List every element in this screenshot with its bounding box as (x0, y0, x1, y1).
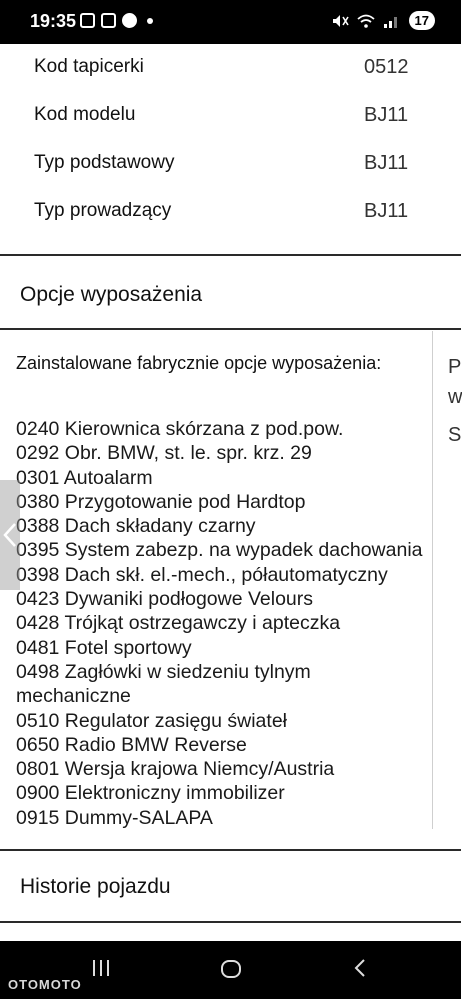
mute-icon (331, 13, 349, 29)
detail-value: 0512 (364, 56, 409, 78)
partial-text: w (448, 386, 462, 408)
list-item: 0498 Zagłówki w siedzeniu tylnym mechaniczne (16, 660, 311, 708)
status-bar (0, 0, 461, 44)
options-list (16, 417, 436, 830)
list-item: 0380 Przygotowanie pod Hardtop (16, 490, 306, 513)
carousel-prev-button[interactable] (0, 480, 20, 590)
divider (0, 921, 461, 923)
status-right-icons (331, 11, 435, 30)
list-item: 0398 Dach skł. el.-mech., półautomatyczny (16, 563, 388, 586)
wifi-icon (357, 13, 375, 29)
detail-row-lead-type (34, 191, 414, 231)
detail-value: BJ11 (364, 200, 409, 222)
partial-text: P (448, 356, 462, 378)
system-nav-bar (0, 941, 461, 999)
back-icon[interactable] (350, 957, 370, 979)
options-heading: Zainstalowane fabrycznie opcje wyposażenia: (16, 353, 382, 373)
detail-value: BJ11 (364, 104, 409, 126)
list-item: 0801 Wersja krajowa Niemcy/Austria (16, 758, 335, 781)
list-item: 0481 Fotel sportowy (16, 636, 192, 659)
list-item: 0388 Dach składany czarny (16, 515, 256, 538)
partial-text: S (448, 424, 462, 446)
chevron-left-icon (2, 522, 18, 548)
detail-row-model-code (34, 95, 414, 135)
notification-dot-icon (147, 18, 153, 24)
list-item: 0650 Radio BMW Reverse (16, 733, 247, 756)
checkbox-icon (101, 13, 116, 28)
watermark: OTOMOTO (8, 977, 82, 992)
divider (0, 328, 461, 330)
list-item: 0240 Kierownica skórzana z pod.pow. (16, 418, 344, 440)
list-item: 0510 Regulator zasięgu świateł (16, 709, 288, 732)
divider (0, 254, 461, 256)
screenshot-icon (80, 13, 95, 28)
equipment-options-panel (0, 331, 433, 829)
recents-icon[interactable] (90, 957, 112, 979)
detail-label: Typ podstawowy (34, 152, 175, 173)
list-item: 0395 System zabezp. na wypadek dachowania (16, 539, 423, 562)
list-item: 0292 Obr. BMW, st. le. spr. krz. 29 (16, 442, 312, 465)
section-header-vehicle-history[interactable]: Historie pojazdu (20, 875, 171, 898)
facebook-icon (122, 13, 137, 28)
detail-label: Typ prowadzący (34, 200, 172, 221)
detail-label: Kod tapicerki (34, 56, 144, 77)
section-header-equipment[interactable]: Opcje wyposażenia (20, 283, 203, 306)
detail-value: BJ11 (364, 152, 409, 174)
list-item: 0423 Dywaniki podłogowe Velours (16, 588, 314, 611)
list-item: 0900 Elektroniczny immobilizer (16, 782, 285, 805)
detail-label: Kod modelu (34, 104, 136, 125)
home-icon[interactable] (219, 957, 243, 981)
status-left-icons (80, 13, 153, 28)
detail-row-base-type (34, 143, 414, 183)
status-time: 19:35 (30, 11, 77, 31)
battery-indicator: 17 (409, 11, 435, 30)
detail-row-upholstery-code (34, 47, 414, 87)
signal-icon (383, 13, 401, 29)
list-item: 0428 Trójkąt ostrzegawczy i apteczka (16, 612, 341, 635)
divider (0, 849, 461, 851)
list-item: 0915 Dummy-SALAPA (16, 806, 213, 829)
list-item: 0301 Autoalarm (16, 466, 153, 489)
next-column-partial (448, 352, 462, 450)
